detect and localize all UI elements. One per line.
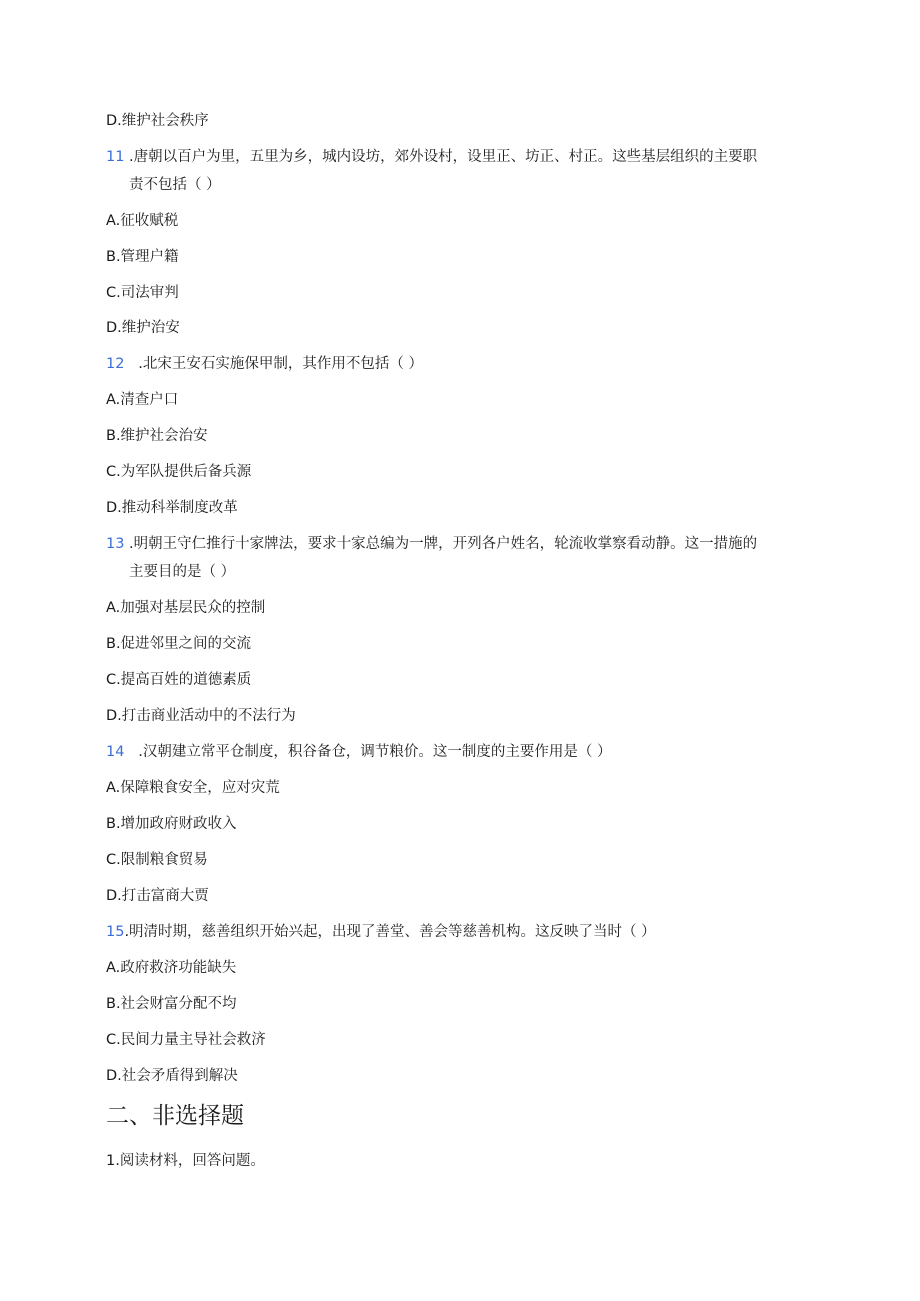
q11-option-c: C.司法审判: [106, 285, 179, 301]
q13-option-c: C.提高百姓的道德素质: [106, 672, 252, 688]
q15-option-a: A.政府救济功能缺失: [106, 960, 237, 976]
q15-stem-line1: .明清时期，慈善组织开始兴起，出现了善堂、善会等慈善机构。这反映了当时（ ）: [124, 924, 656, 940]
q13-stem-line1: .明朝王守仁推行十家牌法，要求十家总编为一牌，开列各户姓名，轮流收掌察看动静。这一措施的: [124, 536, 758, 552]
q14-number: 14: [106, 744, 125, 760]
q12-option-b: B.维护社会治安: [106, 428, 208, 444]
q11-number: 11: [106, 149, 125, 165]
q11-stem-line1: .唐朝以百户为里，五里为乡，城内设坊，郊外设村，设里正、坊正、村正。这些基层组织的主要职: [124, 149, 758, 165]
q15-option-b: B.社会财富分配不均: [106, 996, 237, 1012]
q14-stem-line1: .汉朝建立常平仓制度，积谷备仓，调节粮价。这一制度的主要作用是（ ）: [124, 744, 612, 760]
q12-option-c: C.为军队提供后备兵源: [106, 464, 252, 480]
q12-option-d: D.推动科举制度改革: [106, 500, 238, 516]
q12-number: 12: [106, 356, 125, 372]
q11-option-a: A.征收赋税: [106, 213, 179, 229]
q15-stem: [106, 922, 656, 942]
section2-q1-stem: 1.阅读材料，回答问题。: [106, 1153, 265, 1169]
q13-number: 13: [106, 536, 125, 552]
q13-option-b: B.促进邻里之间的交流: [106, 636, 252, 652]
q15-option-d: D.社会矛盾得到解决: [106, 1068, 238, 1084]
q14-option-c: C.限制粮食贸易: [106, 852, 208, 868]
q11-stem: [106, 147, 757, 167]
q11-stem-line2: 责不包括（ ）: [129, 177, 221, 193]
q14-stem: [106, 742, 612, 762]
q11-option-d: D.维护治安: [106, 320, 180, 336]
q15-option-c: C.民间力量主导社会救济: [106, 1032, 266, 1048]
q13-option-d: D.打击商业活动中的不法行为: [106, 708, 296, 724]
q13-stem-line2: 主要目的是（ ）: [129, 564, 236, 580]
q12-stem-line1: .北宋王安石实施保甲制，其作用不包括（ ）: [124, 356, 423, 372]
q15-number: 15: [106, 924, 125, 940]
q13-option-a: A.加强对基层民众的控制: [106, 600, 266, 616]
q14-option-d: D.打击富商大贾: [106, 888, 209, 904]
q12-stem: [106, 354, 423, 374]
q14-option-a: A.保障粮食安全，应对灾荒: [106, 780, 280, 796]
q13-stem: [106, 534, 757, 554]
q12-option-a: A.清查户口: [106, 392, 179, 408]
q11-option-b: B.管理户籍: [106, 249, 179, 265]
q10-option-d: D.维护社会秩序: [106, 113, 209, 129]
section-heading: 二、非选择题: [106, 1103, 244, 1129]
q14-option-b: B.增加政府财政收入: [106, 816, 237, 832]
